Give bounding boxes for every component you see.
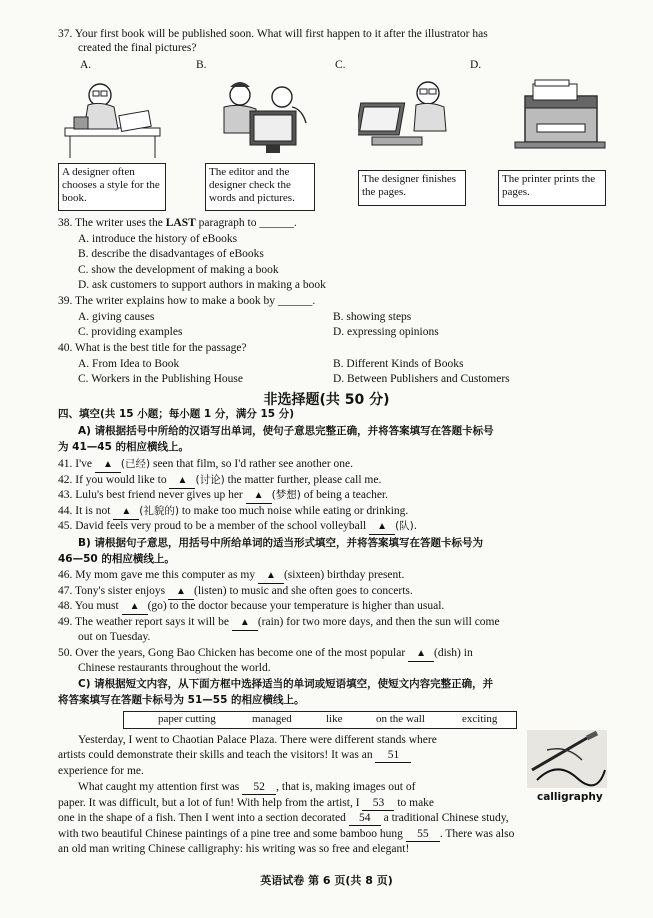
q41-line: 41. I've ▲ (已经) seen that film, so I'd rather see another one. (58, 457, 353, 473)
q37-option-c-box: The designer finishes the pages. (358, 170, 466, 206)
q39-option-c: C. providing examples (78, 326, 183, 338)
q39-option-a: A. giving causes (78, 311, 155, 323)
q38-stem-pre: 38. The writer uses the (58, 217, 166, 229)
q44-line: 44. It is not ▲ (礼貌的) to make too much noise while eating or drinking. (58, 504, 408, 520)
q38-stem-bold: LAST (165, 217, 196, 229)
section-title: 非选择题(共 50 分) (263, 392, 390, 408)
q47-blank[interactable]: ▲ (168, 585, 194, 600)
q38-stem-post: paragraph to ______. (195, 217, 297, 229)
passage-line-4: What caught my attention first was 52 , that is, making images out of (78, 781, 416, 793)
q39-option-b: B. showing steps (333, 311, 412, 323)
q39-option-d: D. expressing opinions (333, 326, 439, 338)
designer-desk-illustration (60, 73, 170, 163)
q49-continuation: out on Tuesday. (78, 631, 151, 643)
q50-line: 50. Over the years, Gong Bao Chicken has become one of the most popular ▲ (dish) in (58, 646, 473, 662)
blank-54[interactable]: 54 (349, 811, 381, 826)
word-like: like (326, 713, 343, 725)
blank-51[interactable]: 51 (375, 748, 411, 763)
q44-blank[interactable]: ▲ (113, 505, 139, 520)
printer-illustration (505, 76, 615, 166)
word-on-the-wall: on the wall (376, 713, 425, 725)
word-bank-box (123, 711, 517, 729)
q37-letter-a: A. (80, 59, 92, 71)
blank-53[interactable]: 53 (362, 796, 394, 811)
word-managed: managed (252, 713, 292, 725)
q49-blank[interactable]: ▲ (232, 616, 258, 631)
partA-instruction-1: A) 请根据括号中所给的汉语写出单词，使句子意思完整正确，并将答案填写在答题卡标号 (78, 425, 494, 437)
q50-blank[interactable]: ▲ (408, 647, 434, 662)
q38-stem (58, 216, 297, 230)
q47-line: 47. Tony's sister enjoys ▲ (listen) to music and she often goes to concerts. (58, 584, 413, 600)
q45-blank[interactable]: ▲ (369, 520, 395, 535)
partC-instruction-1: C) 请根据短文内容，从下面方框中选择适当的单词或短语填空，使短文内容完整正确，并 (78, 678, 494, 690)
q46-blank[interactable]: ▲ (258, 569, 284, 584)
q38-option-d: D. ask customers to support authors in making a book (78, 279, 326, 291)
passage-line-3: experience for me. (58, 765, 144, 777)
q37-letter-b: B. (196, 59, 207, 71)
passage-line-2: artists could demonstrate their skills and teach the visitors! It was an 51 (58, 748, 411, 763)
q41-blank[interactable]: ▲ (95, 458, 121, 473)
q40-option-c: C. Workers in the Publishing House (78, 373, 243, 385)
q37-letter-c: C. (335, 59, 346, 71)
passage-line-7: with two beautiful Chinese paintings of a pine tree and some bamboo hung 55 . There was also (58, 828, 515, 840)
designer-computer-illustration (358, 73, 468, 163)
q48-line: 48. You must ▲ (go) to the doctor because your temperature is higher than usual. (58, 599, 444, 615)
q39-stem: 39. The writer explains how to make a book by ______. (58, 295, 316, 307)
partB-instruction-1: B) 请根据句子意思，用括号中所给单词的适当形式填空，并将答案填写在答题卡标号为 (78, 537, 483, 549)
partC-instruction-2: 将答案填写在答题卡标号为 51—55 的相应横线上。 (58, 694, 305, 706)
q40-option-a: A. From Idea to Book (78, 358, 180, 370)
page-footer: 英语试卷 第 6 页(共 8 页) (260, 874, 393, 887)
passage-line-8: an old man writing Chinese calligraphy: his writing was so free and elegant! (58, 843, 410, 855)
q38-option-c: C. show the development of making a book (78, 264, 279, 276)
q42-blank[interactable]: ▲ (169, 474, 195, 489)
q38-option-a: A. introduce the history of eBooks (78, 233, 238, 245)
q37-option-b-box: The editor and the designer check the words and pictures. (205, 163, 315, 211)
q37-stem-line1: 37. Your first book will be published soon. What will first happen to it after the illustrator has (58, 28, 488, 40)
q48-blank[interactable]: ▲ (122, 600, 148, 615)
blank-52[interactable]: 52 (242, 780, 276, 795)
q43-line: 43. Lulu's best friend never gives up her ▲ (梦想) of being a teacher. (58, 488, 388, 504)
q49-line: 49. The weather report says it will be ▲ (rain) for two more days, and then the sun will come (58, 615, 500, 631)
calligraphy-image (527, 730, 607, 788)
q38-option-b: B. describe the disadvantages of eBooks (78, 248, 264, 260)
word-exciting: exciting (462, 713, 498, 725)
q45-line: 45. David feels very proud to be a member of the school volleyball ▲ (队). (58, 519, 417, 535)
q37-option-d-box: The printer prints the pages. (498, 170, 606, 206)
q50-continuation: Chinese restaurants throughout the world. (78, 662, 271, 674)
blank-55[interactable]: 55 (406, 827, 440, 842)
q40-option-b: B. Different Kinds of Books (333, 358, 464, 370)
q40-stem: 40. What is the best title for the passage? (58, 342, 247, 354)
passage-line-1: Yesterday, I went to Chaotian Palace Plaza. There were different stands where (78, 734, 437, 746)
q37-stem-line2: created the final pictures? (78, 42, 197, 54)
word-paper-cutting: paper cutting (158, 713, 216, 725)
passage-line-5: paper. It was difficult, but a lot of fun! With help from the artist, I 53 to make (58, 797, 435, 809)
q37-option-a-box: A designer often chooses a style for the book. (58, 163, 166, 211)
partB-instruction-2: 46—50 的相应横线上。 (58, 553, 175, 565)
q42-line: 42. If you would like to ▲ (讨论) the matter further, please call me. (58, 473, 381, 489)
passage-line-6: one in the shape of a fish. Then I went into a section decorated 54 a traditional Chinese study, (58, 812, 509, 824)
q46-line: 46. My mom gave me this computer as my ▲ (sixteen) birthday present. (58, 568, 404, 584)
partA-instruction-2: 为 41—45 的相应横线上。 (58, 441, 190, 453)
part4-title: 四、填空(共 15 小题；每小题 1 分，满分 15 分) (58, 408, 295, 420)
q37-letter-d: D. (470, 59, 482, 71)
calligraphy-caption: calligraphy (537, 791, 603, 803)
editor-designer-illustration (210, 73, 320, 163)
q43-blank[interactable]: ▲ (246, 489, 272, 504)
q40-option-d: D. Between Publishers and Customers (333, 373, 510, 385)
